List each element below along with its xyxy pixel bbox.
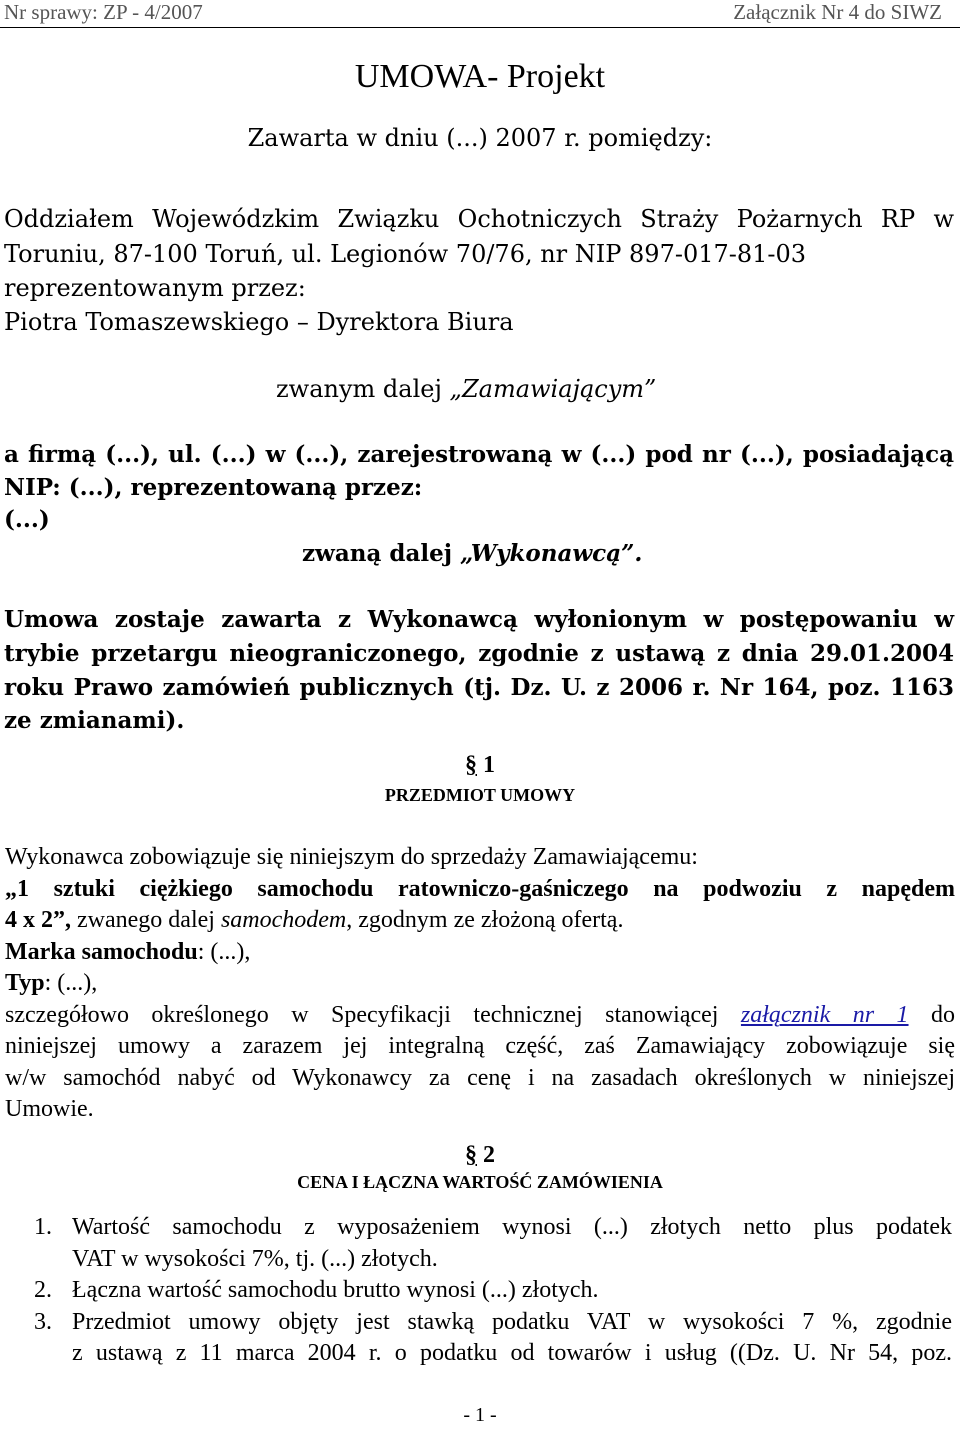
party1-called-name: „Zamawiającym” — [449, 375, 657, 403]
type-line — [5, 968, 955, 1000]
section1-p4-a: szczegółowo określonego w Specyfikacji technicznej stanowiącej — [5, 1001, 741, 1028]
section2-title: CENA I ŁĄCZNA WARTOŚĆ ZAMÓWIENIA — [297, 1172, 663, 1192]
brand-line — [5, 937, 955, 969]
list-item-line1: Wartość samochodu z wyposażeniem wynosi (...) złotych netto plus podatek — [72, 1214, 952, 1240]
party1-line3: reprezentowanym przez: — [4, 274, 306, 302]
section1-p4-b: do — [908, 1001, 956, 1028]
page-number: - 1 - — [463, 1404, 497, 1426]
list-item-line2: VAT w wysokości 7%, tj. (...) złotych. — [72, 1245, 438, 1272]
list-item-number: 1. — [34, 1214, 52, 1240]
type-label: Typ — [5, 970, 45, 996]
section1-p3-ital: samochodem — [220, 907, 347, 933]
intro-line4: ze zmianami). — [4, 707, 185, 734]
list-item — [0, 1212, 960, 1275]
paragraph-sign: § — [465, 752, 477, 778]
intro-line3: roku Prawo zamówień publicznych (tj. Dz. U. z 2006 r. Nr 164, poz. 1163 — [4, 674, 954, 701]
list-item-number: 3. — [34, 1308, 52, 1335]
section2-number: 2 — [477, 1142, 495, 1168]
party1-line2: Toruniu, 87-100 Toruń, ul. Legionów 70/76, nr NIP 897-017-81-03 — [4, 240, 807, 268]
list-item-number: 2. — [34, 1277, 52, 1303]
section1-p3-bold: 4 x 2”, — [5, 907, 71, 933]
section1-p2: „1 sztuki ciężkiego samochodu ratowniczo-gaśniczego na podwoziu z napędem — [5, 875, 955, 902]
party2-line3: (...) — [4, 506, 50, 533]
section1-p5: niniejszej umowy a zarazem jej integralną część, zaś Zamawiający zobowiązuje się — [5, 1033, 955, 1059]
section1-p7: Umowie. — [5, 1096, 94, 1122]
section1-body — [5, 842, 955, 1126]
paragraph-sign: § — [465, 1142, 477, 1168]
list-item-line2: z ustawą z 11 marca 2004 r. o podatku od towarów i usług ((Dz. U. Nr 54, poz. — [72, 1340, 952, 1366]
section1-p4 — [5, 1000, 955, 1032]
type-value: : (...), — [44, 970, 98, 996]
list-item — [0, 1275, 960, 1307]
section1-title: PRZEDMIOT UMOWY — [384, 785, 576, 805]
list-item — [0, 1307, 960, 1370]
document-title: UMOWA- Projekt — [354, 58, 606, 95]
section1-number: 1 — [477, 752, 495, 778]
section1-p6: w/w samochód nabyć od Wykonawcy za cenę i na zasadach określonych w niniejszej — [5, 1064, 955, 1091]
section2-heading — [0, 1142, 960, 1169]
page-header — [0, 0, 960, 28]
attachment-1-link[interactable]: załącznik nr 1 — [740, 1001, 909, 1028]
attachment-label: Załącznik Nr 4 do SIWZ — [733, 0, 942, 24]
party2-line2: NIP: (...), reprezentowaną przez: — [4, 474, 423, 501]
party2-called-name: „Wykonawcą”. — [460, 540, 643, 567]
intro-line2: trybie przetargu nieograniczonego, zgodnie z ustawą z dnia 29.01.2004 — [4, 640, 954, 667]
party1-line4: Piotra Tomaszewskiego – Dyrektora Biura — [4, 308, 514, 336]
party2-called-prefix: zwaną dalej — [302, 540, 461, 567]
party1-called-prefix: zwanym dalej — [276, 375, 450, 403]
brand-label: Marka samochodu — [5, 938, 198, 965]
list-item-line1: Przedmiot umowy objęty jest stawką podatku VAT w wysokości 7 %, zgodnie — [72, 1308, 952, 1335]
party2-called — [302, 540, 642, 567]
brand-value: : (...), — [197, 938, 251, 965]
section1-p3-a: zwanego dalej — [71, 907, 221, 933]
party1-line1: Oddziałem Wojewódzkim Związku Ochotniczych Straży Pożarnych RP w — [4, 205, 954, 233]
party2-line1: a firmą (...), ul. (...) w (...), zarejestrowaną w (...) pod nr (...), posiadającą — [4, 441, 954, 468]
section1-heading — [0, 752, 960, 779]
section1-p3-b: , zgodnym ze złożoną ofertą. — [346, 907, 624, 933]
party1-called — [276, 375, 656, 403]
section1-p3 — [5, 905, 955, 937]
section1-p1: Wykonawca zobowiązuje się niniejszym do sprzedaży Zamawiającemu: — [5, 844, 698, 870]
list-item-line1: Łączna wartość samochodu brutto wynosi (...) złotych. — [72, 1277, 599, 1303]
contract-date-line: Zawarta w dniu (...) 2007 r. pomiędzy: — [247, 124, 713, 152]
intro-line1: Umowa zostaje zawarta z Wykonawcą wyłonionym w postępowaniu w — [4, 606, 954, 633]
case-number: Nr sprawy: ZP - 4/2007 — [4, 0, 203, 24]
price-list — [0, 1212, 960, 1370]
